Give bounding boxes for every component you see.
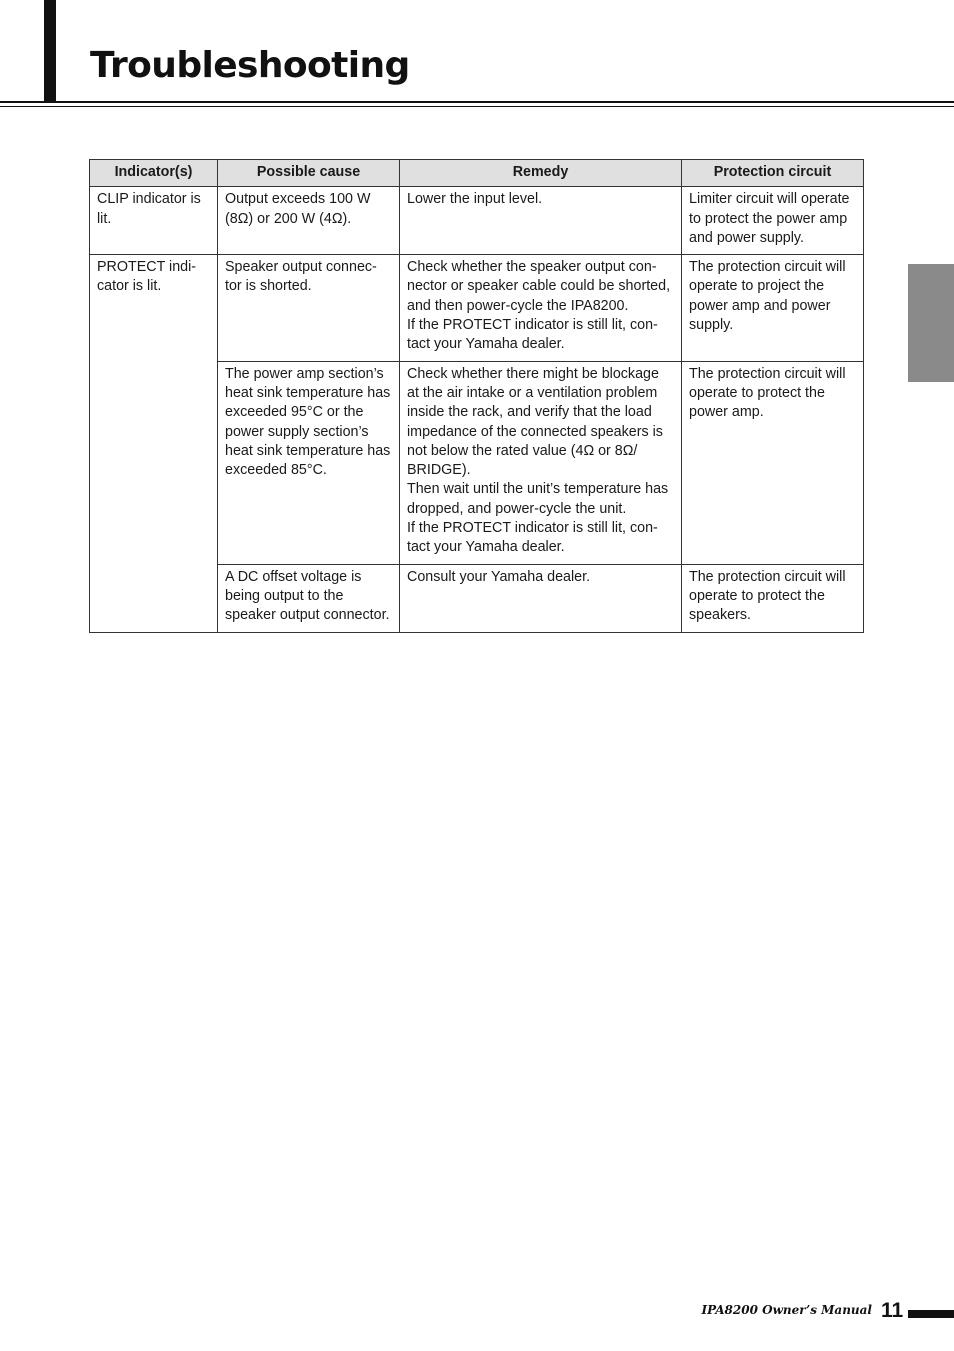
troubleshooting-table <box>89 159 864 633</box>
header-protection-circuit: Protection circuit <box>682 160 864 187</box>
footer-accent-bar <box>908 1310 954 1318</box>
cell-protection: The protection circuit will operate to protect the speakers. <box>682 564 864 632</box>
cell-protection: The protection circuit will operate to project the power amp and power supply. <box>682 255 864 361</box>
cell-cause: Output exceeds 100 W (8Ω) or 200 W (4Ω). <box>218 187 400 255</box>
title-accent-bar <box>44 0 56 102</box>
cell-remedy: Check whether the speaker output con- nector or speaker cable could be shorted, and then power-cycle the IPA8200. If the PROTECT indicator is still lit, con- tact your Yamaha dealer. <box>400 255 682 361</box>
footer-manual-name: IPA8200 Owner’s Manual <box>701 1303 872 1317</box>
table-header-row <box>90 160 864 187</box>
section-side-tab <box>908 264 954 382</box>
cell-remedy: Consult your Yamaha dealer. <box>400 564 682 632</box>
cell-cause: Speaker output connec- tor is shorted. <box>218 255 400 361</box>
cell-remedy: Check whether there might be blockage at the air intake or a ventilation problem inside the rack, and verify that the load impedance of the connected speakers is not below the rated value (4Ω or 8Ω/ BRIDGE). Then wait until the unit’s temperature has dropped, and power-cycle the unit. If the PROTECT indicator is still lit, con- tact your Yamaha dealer. <box>400 361 682 564</box>
cell-indicator: PROTECT indi- cator is lit. <box>90 255 218 632</box>
header-indicators: Indicator(s) <box>90 160 218 187</box>
table-row <box>90 255 864 361</box>
cell-remedy: Lower the input level. <box>400 187 682 255</box>
cell-cause: A DC offset voltage is being output to the speaker output connector. <box>218 564 400 632</box>
cell-protection: The protection circuit will operate to protect the power amp. <box>682 361 864 564</box>
page-title: Troubleshooting <box>90 45 410 86</box>
header-rule-thick <box>0 101 954 103</box>
cell-indicator: CLIP indicator is lit. <box>90 187 218 255</box>
header-rule-thin <box>0 106 954 107</box>
table-row <box>90 187 864 255</box>
cell-cause: The power amp section’s heat sink temperature has exceeded 95°C or the power supply section’s heat sink temperature has exceeded 85°C. <box>218 361 400 564</box>
header-remedy: Remedy <box>400 160 682 187</box>
cell-protection: Limiter circuit will operate to protect the power amp and power supply. <box>682 187 864 255</box>
footer-page-number: 11 <box>881 1299 904 1322</box>
header-possible-cause: Possible cause <box>218 160 400 187</box>
